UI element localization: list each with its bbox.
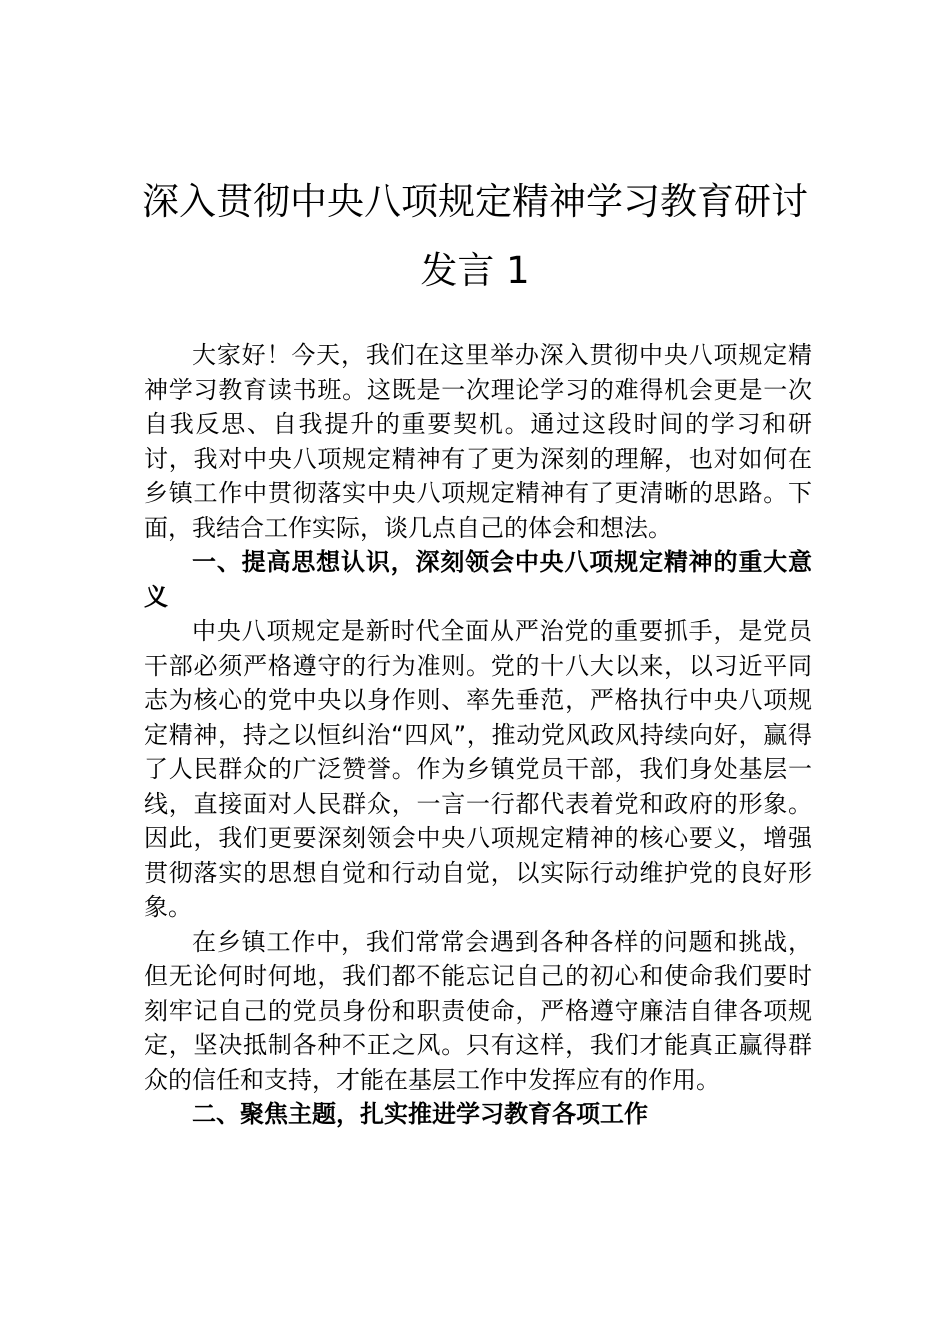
section-heading-1: 一、提高思想认识，深刻领会中央八项规定精神的重大意义 bbox=[144, 548, 812, 611]
document-title-line-2: 发言 1 bbox=[420, 249, 530, 292]
intro-paragraph: 大家好！今天，我们在这里举办深入贯彻中央八项规定精神学习教育读书班。这既是一次理论学习的难得机会更是一次自我反思、自我提升的重要契机。通过这段时间的学习和研讨，我对中央八项规定精神有了更为深刻的理解，也对如何在乡镇工作中贯彻落实中央八项规定精神有了更清晰的思路。下面，我结合工作实际，谈几点自己的体会和想法。 bbox=[144, 341, 812, 542]
body-paragraph: 在乡镇工作中，我们常常会遇到各种各样的问题和挑战，但无论何时何地，我们都不能忘记自己的初心和使命我们要时刻牢记自己的党员身份和职责使命，严格遵守廉洁自律各项规定，坚决抵制各种不正之风。只有这样，我们才能真正赢得群众的信任和支持，才能在基层工作中发挥应有的作用。 bbox=[144, 927, 812, 1094]
body-paragraph: 中央八项规定是新时代全面从严治党的重要抓手，是党员干部必须严格遵守的行为准则。党的十八大以来，以习近平同志为核心的党中央以身作则、率先垂范，严格执行中央八项规定精神，持之以恒纠治“四风”，推动党风政风持续向好，赢得了人民群众的广泛赞誉。作为乡镇党员干部，我们身处基层一线，直接面对人民群众，一言一行都代表着党和政府的形象。因此，我们更要深刻领会中央八项规定精神的核心要义，增强贯彻落实的思想自觉和行动自觉，以实际行动维护党的良好形象。 bbox=[144, 617, 812, 921]
document-body bbox=[144, 338, 812, 1132]
section-heading-2: 二、聚焦主题，扎实推进学习教育各项工作 bbox=[192, 1100, 648, 1128]
document-title-line-1: 深入贯彻中央八项规定精神学习教育研讨 bbox=[142, 180, 808, 223]
